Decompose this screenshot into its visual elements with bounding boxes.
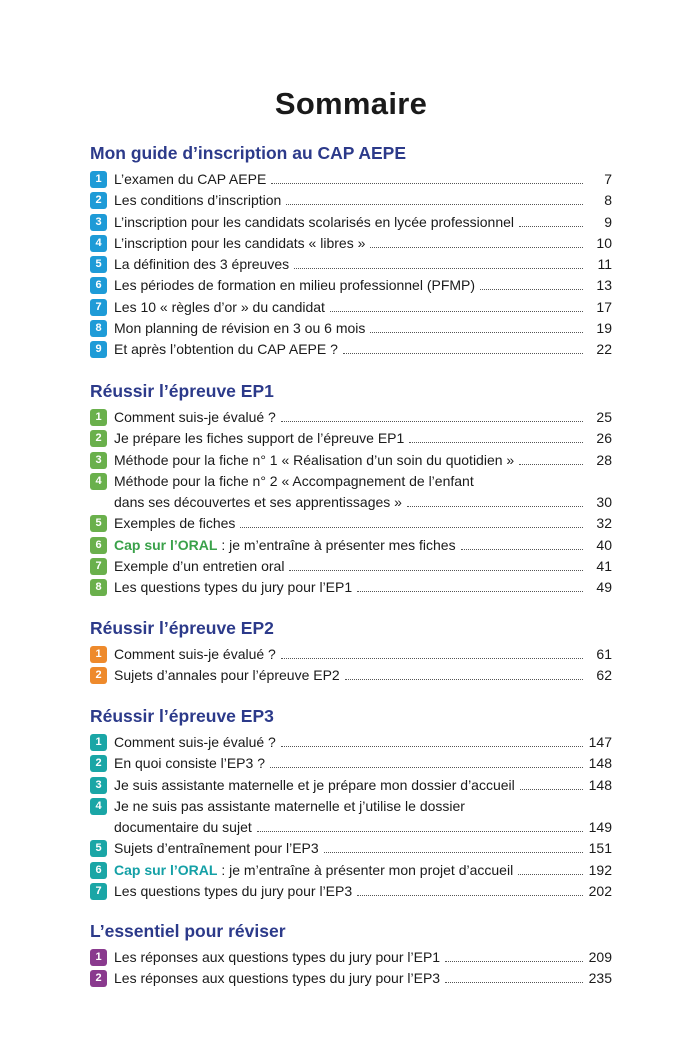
entry-label: Je suis assistante maternelle et je prépare mon dossier d’accueil [114,776,515,793]
dot-leader [289,557,583,571]
section-title: Mon guide d’inscription au CAP AEPE [90,143,406,163]
dot-leader [357,578,583,592]
toc-entry[interactable] [90,578,612,599]
chapter-number-badge: 5 [90,256,107,273]
toc-entry[interactable] [90,776,612,797]
entry-label: Méthode pour la fiche n° 1 « Réalisation d’un soin du quotidien » [114,451,515,468]
page-number: 149 [588,819,612,836]
dot-leader [343,340,583,354]
dot-leader [281,733,583,747]
entry-label: Sujets d’annales pour l’épreuve EP2 [114,667,340,684]
page-number: 62 [596,667,612,684]
toc-entry[interactable] [90,451,612,472]
page-number: 26 [596,430,612,447]
toc-entry[interactable] [90,645,612,666]
toc-entry[interactable] [90,797,612,840]
page-number: 28 [596,451,612,468]
chapter-number-badge: 1 [90,171,107,188]
dot-leader [270,754,583,768]
cap-sur-oral-accent: Cap sur l’ORAL [114,536,218,553]
toc-entry[interactable] [90,429,612,450]
page-number: 8 [604,192,612,209]
dot-leader [445,948,583,962]
chapter-number-badge: 5 [90,515,107,532]
page-number: 40 [596,536,612,553]
toc-entry[interactable] [90,276,612,297]
entry-label: documentaire du sujet [114,819,252,836]
page-number: 41 [596,558,612,575]
chapter-number-badge: 3 [90,777,107,794]
entry-label-line1: Je ne suis pas assistante maternelle et j’utilise le dossier [114,797,465,814]
chapter-number-badge: 1 [90,646,107,663]
page-number: 192 [588,861,612,878]
section-title: Réussir l’épreuve EP1 [90,381,274,401]
entry-label: La définition des 3 épreuves [114,256,290,273]
page-number: 9 [604,213,612,230]
entry-label: Exemples de fiches [114,515,236,532]
section-title: L’essentiel pour réviser [90,921,286,941]
entry-label: Les questions types du jury pour l’EP1 [114,579,353,596]
entry-label: Les périodes de formation en milieu professionnel (PFMP) [114,277,476,294]
chapter-number-badge: 3 [90,214,107,231]
dot-leader [294,255,583,269]
toc-entry[interactable] [90,733,612,754]
chapter-number-badge: 4 [90,473,107,490]
entry-label: Comment suis-je évalué ? [114,409,276,425]
toc-entry[interactable] [90,319,612,340]
entry-label: L’inscription pour les candidats scolarisés en lycée professionnel [114,213,514,230]
entry-label: Comment suis-je évalué ? [114,646,276,662]
entry-label: Sujets d’entraînement pour l’EP3 [114,840,319,857]
entry-label-text: : je m’entraîne à présenter mon projet d’accueil [217,861,514,878]
dot-leader [370,234,583,248]
toc-entry[interactable] [90,882,612,903]
entry-label [114,536,456,555]
chapter-number-badge: 7 [90,558,107,575]
chapter-number-badge: 4 [90,235,107,252]
entry-label: dans ses découvertes et ses apprentissages » [114,494,402,511]
dot-leader [330,298,583,312]
entry-label [114,861,513,880]
page-number: 19 [596,320,612,337]
dot-leader [480,276,583,290]
page-number: 30 [596,494,612,511]
chapter-number-badge: 7 [90,299,107,316]
chapter-number-badge: 2 [90,755,107,772]
entry-label: Les conditions d’inscription [114,192,282,209]
page-number: 7 [604,171,612,187]
dot-leader [370,319,583,333]
chapter-number-badge: 6 [90,537,107,554]
toc-entry[interactable] [90,170,612,191]
section-title: Réussir l’épreuve EP2 [90,618,274,638]
page-number: 147 [588,734,612,750]
page-number: 13 [596,277,612,294]
dot-leader [286,191,583,205]
page-number: 17 [596,298,612,315]
page-title: Sommaire [274,86,428,121]
chapter-number-badge: 3 [90,452,107,469]
entry-label: Les réponses aux questions types du jury pour l’EP3 [114,970,441,987]
dot-leader [357,882,583,896]
chapter-number-badge: 2 [90,430,107,447]
chapter-number-badge: 1 [90,409,107,426]
cap-sur-oral-accent: Cap sur l’ORAL [114,861,218,878]
entry-label: Comment suis-je évalué ? [114,734,276,750]
toc-entry[interactable] [90,514,612,535]
page-number: 148 [588,755,612,772]
entry-label: Exemple d’un entretien oral [114,558,285,575]
chapter-number-badge: 6 [90,277,107,294]
dot-leader [445,969,583,983]
section-essentiel [90,918,612,991]
section-guide-inscription [90,140,612,362]
dot-leader [257,818,583,832]
dot-leader [271,170,583,184]
chapter-number-badge: 1 [90,949,107,966]
dot-leader [281,645,583,659]
toc-entry[interactable] [90,536,612,557]
toc-entry[interactable] [90,666,612,687]
dot-leader [519,213,583,227]
entry-label: Et après l’obtention du CAP AEPE ? [114,341,338,358]
page-number: 32 [596,515,612,532]
entry-label: En quoi consiste l’EP3 ? [114,755,265,772]
toc-entry[interactable] [90,298,612,319]
dot-leader [518,861,583,875]
toc-entry[interactable] [90,255,612,276]
toc-entry[interactable] [90,948,612,969]
toc-entry[interactable] [90,472,612,515]
chapter-number-badge: 2 [90,192,107,209]
dot-leader [520,776,583,790]
dot-leader [324,839,583,853]
section-ep1 [90,378,612,600]
chapter-number-badge: 4 [90,798,107,815]
chapter-number-badge: 5 [90,840,107,857]
entry-label: Je prépare les fiches support de l’épreuve EP1 [114,430,405,447]
chapter-number-badge: 2 [90,667,107,684]
toc-entry[interactable] [90,191,612,212]
entry-label: Les 10 « règles d’or » du candidat [114,298,325,315]
entry-label: Mon planning de révision en 3 ou 6 mois [114,320,366,337]
page-number: 10 [596,234,612,251]
entry-label: L’inscription pour les candidats « libres » [114,234,366,251]
dot-leader [519,451,583,465]
toc-entry[interactable] [90,839,612,860]
chapter-number-badge: 7 [90,883,107,900]
page-number: 61 [596,646,612,662]
toc-entry[interactable] [90,408,612,429]
toc-entry[interactable] [90,754,612,775]
entry-label-text: : je m’entraîne à présenter mes fiches [217,536,456,553]
entry-label: Les questions types du jury pour l’EP3 [114,883,353,900]
toc-entry[interactable] [90,969,612,990]
chapter-number-badge: 8 [90,320,107,337]
dot-leader [345,666,583,680]
toc-entry[interactable] [90,340,612,361]
page-number: 209 [588,949,612,965]
section-ep3 [90,703,612,903]
page-number: 11 [597,256,612,273]
entry-label-line1: Méthode pour la fiche n° 2 « Accompagnement de l’enfant [114,472,474,489]
page-number: 148 [588,776,612,793]
dot-leader [240,514,583,528]
entry-label: Les réponses aux questions types du jury pour l’EP1 [114,949,441,965]
page-number: 22 [596,341,612,358]
chapter-number-badge: 9 [90,341,107,358]
toc-entry[interactable] [90,234,612,255]
page-number: 25 [596,409,612,425]
page-number: 49 [596,579,612,596]
chapter-number-badge: 1 [90,734,107,751]
section-ep2 [90,615,612,688]
toc-entry[interactable] [90,861,612,882]
page-number: 151 [588,840,612,857]
section-title: Réussir l’épreuve EP3 [90,706,274,726]
toc-entry[interactable] [90,213,612,234]
dot-leader [407,493,583,507]
chapter-number-badge: 6 [90,862,107,879]
chapter-number-badge: 2 [90,970,107,987]
entry-label: L’examen du CAP AEPE [114,171,267,187]
page-number: 235 [588,970,612,987]
dot-leader [281,408,583,422]
dot-leader [461,536,583,550]
dot-leader [409,429,583,443]
chapter-number-badge: 8 [90,579,107,596]
page-number: 202 [588,883,612,900]
toc-entry[interactable] [90,557,612,578]
